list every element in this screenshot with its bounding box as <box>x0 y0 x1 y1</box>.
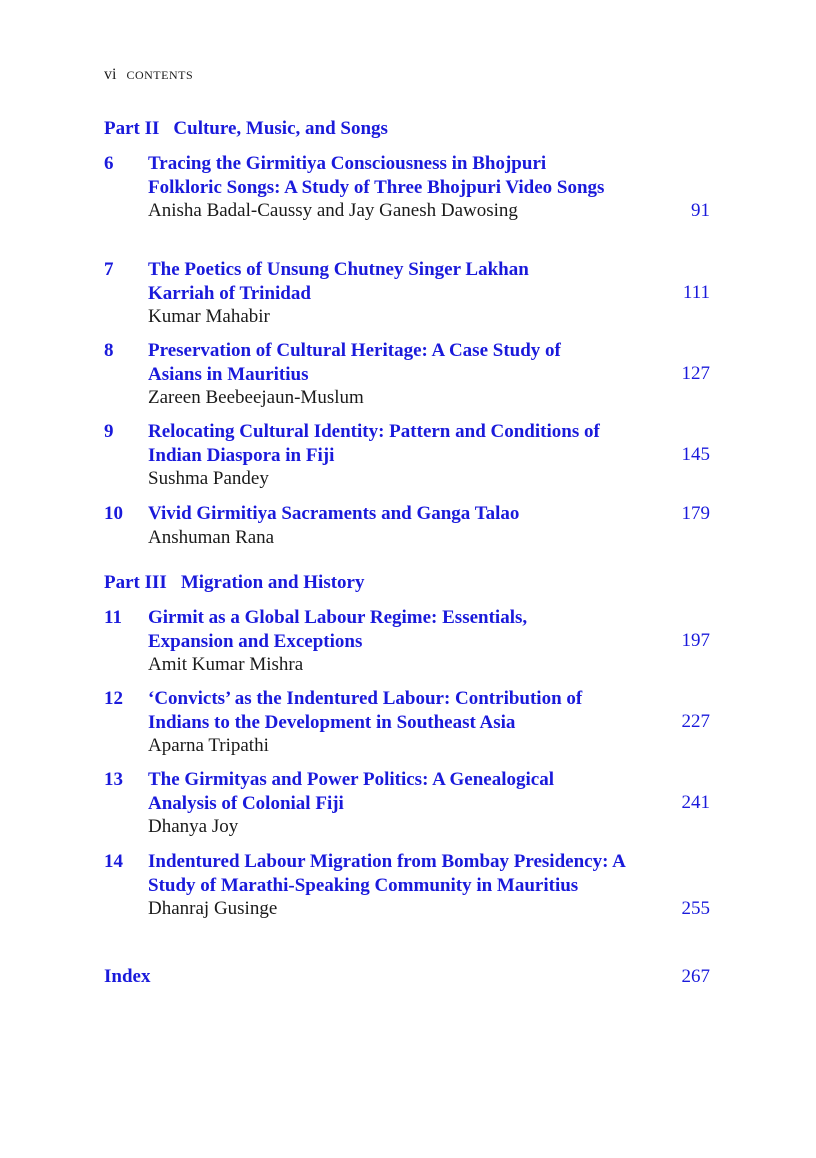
chapter-number: 10 <box>104 503 123 524</box>
page-number: vi <box>104 66 117 83</box>
index-label[interactable]: Index <box>104 966 151 987</box>
chapter-title[interactable]: The Girmityas and Power Politics: A Genealogical Analysis of Colonial Fiji <box>148 769 555 814</box>
part-label: Part II <box>104 118 160 139</box>
toc-entry-6[interactable] <box>104 152 710 223</box>
page-ref[interactable]: 127 <box>681 363 710 384</box>
running-header <box>104 66 193 84</box>
chapter-title[interactable]: Preservation of Cultural Heritage: A Case Study of Asians in Mauritius <box>148 340 561 385</box>
part-heading-2[interactable] <box>104 118 388 140</box>
chapter-number: 14 <box>104 851 123 872</box>
chapter-number: 7 <box>104 259 114 280</box>
chapter-number: 9 <box>104 421 114 442</box>
running-title: CONTENTS <box>126 68 194 82</box>
toc-entry-8[interactable] <box>104 339 710 410</box>
chapter-title[interactable]: Girmit as a Global Labour Regime: Essentials, Expansion and Exceptions <box>148 607 528 652</box>
chapter-author: Sushma Pandey <box>148 468 269 489</box>
page-ref[interactable]: 111 <box>682 282 710 303</box>
chapter-title[interactable]: The Poetics of Unsung Chutney Singer Lakhan Karriah of Trinidad <box>148 259 529 304</box>
chapter-title[interactable]: ‘Convicts’ as the Indentured Labour: Contribution of Indians to the Development in Southeast Asia <box>148 688 583 733</box>
part-title: Culture, Music, and Songs <box>173 118 388 139</box>
chapter-title[interactable]: Tracing the Girmitiya Consciousness in Bhojpuri Folkloric Songs: A Study of Three Bhojpuri Video Songs <box>148 153 605 198</box>
index-page-ref[interactable]: 267 <box>681 966 710 987</box>
toc-entry-12[interactable] <box>104 687 710 758</box>
chapter-author: Anshuman Rana <box>148 526 275 548</box>
chapter-author: Kumar Mahabir <box>148 306 270 327</box>
toc-entry-7[interactable] <box>104 258 710 329</box>
toc-entry-14[interactable] <box>104 850 710 921</box>
chapter-number: 12 <box>104 688 123 709</box>
toc-entry-13[interactable] <box>104 768 710 839</box>
toc-index-entry[interactable] <box>104 966 710 988</box>
chapter-title[interactable]: Relocating Cultural Identity: Pattern and Conditions of Indian Diaspora in Fiji <box>148 421 600 466</box>
part-title: Migration and History <box>180 572 365 593</box>
chapter-author: Anisha Badal-Caussy and Jay Ganesh Dawosing <box>148 200 518 221</box>
chapter-number: 13 <box>104 769 123 790</box>
chapter-title[interactable]: Indentured Labour Migration from Bombay Presidency: A Study of Marathi-Speaking Community in Mauritius <box>148 851 625 896</box>
page-ref[interactable]: 197 <box>681 630 710 651</box>
part-heading-3[interactable] <box>104 572 364 594</box>
page-ref[interactable]: 91 <box>691 200 710 221</box>
page-ref[interactable]: 227 <box>681 711 710 732</box>
chapter-author: Aparna Tripathi <box>148 735 269 756</box>
chapter-number: 8 <box>104 340 114 361</box>
page-ref[interactable]: 241 <box>681 792 710 813</box>
part-label: Part III <box>104 572 167 593</box>
chapter-author: Amit Kumar Mishra <box>148 654 304 675</box>
page-ref[interactable]: 255 <box>681 898 710 919</box>
page-ref[interactable]: 145 <box>681 444 710 465</box>
toc-entry-9[interactable] <box>104 420 710 491</box>
chapter-number: 11 <box>104 607 122 628</box>
chapter-number: 6 <box>104 153 114 174</box>
page-ref[interactable]: 179 <box>681 503 710 524</box>
chapter-author: Dhanya Joy <box>148 816 239 837</box>
chapter-author: Zareen Beebeejaun-Muslum <box>148 387 364 408</box>
chapter-title[interactable]: Vivid Girmitiya Sacraments and Ganga Talao <box>148 503 520 524</box>
toc-entry-11[interactable] <box>104 606 710 677</box>
chapter-author: Dhanraj Gusinge <box>148 898 278 919</box>
toc-entry-10[interactable] <box>104 502 710 549</box>
